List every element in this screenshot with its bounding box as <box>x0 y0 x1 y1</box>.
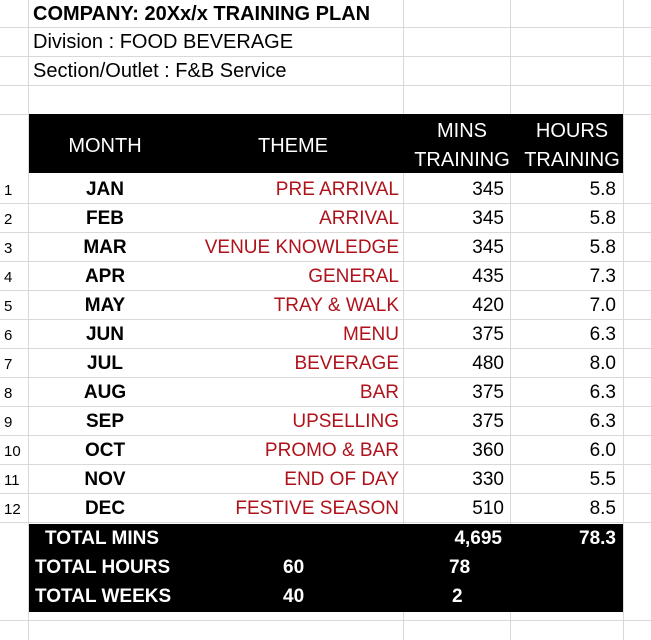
month-cell: NOV <box>84 469 126 490</box>
row-number: 2 <box>4 211 13 228</box>
row-number: 11 <box>4 472 20 489</box>
row-number: 3 <box>4 240 13 257</box>
header-hours-line2: TRAINING <box>524 149 620 171</box>
mins-cell: 480 <box>472 353 504 374</box>
total-weeks-a: 40 <box>283 586 305 607</box>
row-number: 1 <box>4 182 13 199</box>
month-cell: MAY <box>84 295 126 316</box>
row-number: 10 <box>4 443 21 460</box>
row-number: 4 <box>4 269 13 286</box>
row-number: 6 <box>4 327 13 344</box>
grid-line <box>0 464 651 465</box>
month-cell: JUN <box>85 324 124 345</box>
grid-line <box>0 319 651 320</box>
total-mins-label: TOTAL MINS <box>45 528 159 549</box>
row-number: 12 <box>4 501 21 518</box>
theme-cell: BEVERAGE <box>294 353 399 374</box>
grid-line <box>0 377 651 378</box>
month-cell: OCT <box>84 440 126 461</box>
grid-line <box>623 0 624 640</box>
mins-cell: 345 <box>472 237 504 258</box>
mins-cell: 330 <box>472 469 504 490</box>
mins-cell: 345 <box>472 179 504 200</box>
theme-cell: MENU <box>343 324 399 345</box>
division-label: Division : FOOD BEVERAGE <box>33 31 294 53</box>
mins-cell: 375 <box>472 382 504 403</box>
hours-cell: 7.3 <box>589 266 616 287</box>
grid-line <box>0 232 651 233</box>
row-number: 8 <box>4 385 13 402</box>
mins-cell: 420 <box>472 295 504 316</box>
hours-cell: 6.3 <box>589 324 616 345</box>
total-hours-b: 78 <box>449 557 471 578</box>
hours-cell: 6.3 <box>589 411 616 432</box>
header-month: MONTH <box>68 135 142 157</box>
mins-cell: 360 <box>472 440 504 461</box>
theme-cell: ARRIVAL <box>319 208 399 229</box>
grid-line <box>0 27 651 28</box>
grid-line <box>0 435 651 436</box>
grid-line <box>0 406 651 407</box>
theme-cell: UPSELLING <box>292 411 399 432</box>
mins-cell: 375 <box>472 411 504 432</box>
month-cell: APR <box>84 266 126 287</box>
theme-cell: BAR <box>359 382 399 403</box>
hours-cell: 8.0 <box>589 353 616 374</box>
hours-cell: 6.0 <box>589 440 616 461</box>
month-cell: SEP <box>85 411 125 432</box>
row-number: 9 <box>4 414 13 431</box>
theme-cell: FESTIVE SEASON <box>235 498 399 519</box>
mins-cell: 345 <box>472 208 504 229</box>
mins-cell: 375 <box>472 324 504 345</box>
header-theme: THEME <box>258 135 328 157</box>
hours-cell: 5.8 <box>589 208 616 229</box>
total-mins-value: 4,695 <box>454 528 502 549</box>
total-hours-label: TOTAL HOURS <box>35 557 171 578</box>
month-cell: JUL <box>87 353 123 374</box>
grid-line <box>0 522 651 523</box>
month-cell: MAR <box>83 237 127 258</box>
month-cell: AUG <box>83 382 127 403</box>
grid-line <box>0 261 651 262</box>
month-cell: DEC <box>84 498 126 519</box>
theme-cell: PRE ARRIVAL <box>275 179 399 200</box>
hours-cell: 5.8 <box>589 237 616 258</box>
mins-cell: 510 <box>472 498 504 519</box>
total-mins-hours: 78.3 <box>579 528 616 549</box>
grid-line <box>0 493 651 494</box>
hours-cell: 5.5 <box>589 469 616 490</box>
hours-cell: 6.3 <box>589 382 616 403</box>
hours-cell: 5.8 <box>589 179 616 200</box>
row-number: 7 <box>4 356 13 373</box>
mins-cell: 435 <box>472 266 504 287</box>
header-mins-line2: TRAINING <box>414 149 510 171</box>
theme-cell: END OF DAY <box>284 469 399 490</box>
theme-cell: VENUE KNOWLEDGE <box>204 237 399 258</box>
total-weeks-label: TOTAL WEEKS <box>35 586 172 607</box>
grid-line <box>0 290 651 291</box>
header-hours-line1: HOURS <box>535 120 609 142</box>
grid-line <box>0 620 651 621</box>
theme-cell: GENERAL <box>308 266 399 287</box>
document-title: COMPANY: 20Xx/x TRAINING PLAN <box>33 3 371 25</box>
total-hours-a: 60 <box>283 557 305 578</box>
grid-line <box>0 348 651 349</box>
grid-line <box>0 56 651 57</box>
section-label: Section/Outlet : F&B Service <box>33 60 287 82</box>
theme-cell: TRAY & WALK <box>273 295 399 316</box>
header-mins-line1: MINS <box>437 120 487 142</box>
month-cell: FEB <box>86 208 124 229</box>
theme-cell: PROMO & BAR <box>264 440 399 461</box>
hours-cell: 8.5 <box>589 498 616 519</box>
hours-cell: 7.0 <box>589 295 616 316</box>
row-number: 5 <box>4 298 13 315</box>
month-cell: JAN <box>85 179 124 200</box>
grid-line <box>0 85 651 86</box>
grid-line <box>0 203 651 204</box>
total-weeks-b: 2 <box>452 586 463 607</box>
